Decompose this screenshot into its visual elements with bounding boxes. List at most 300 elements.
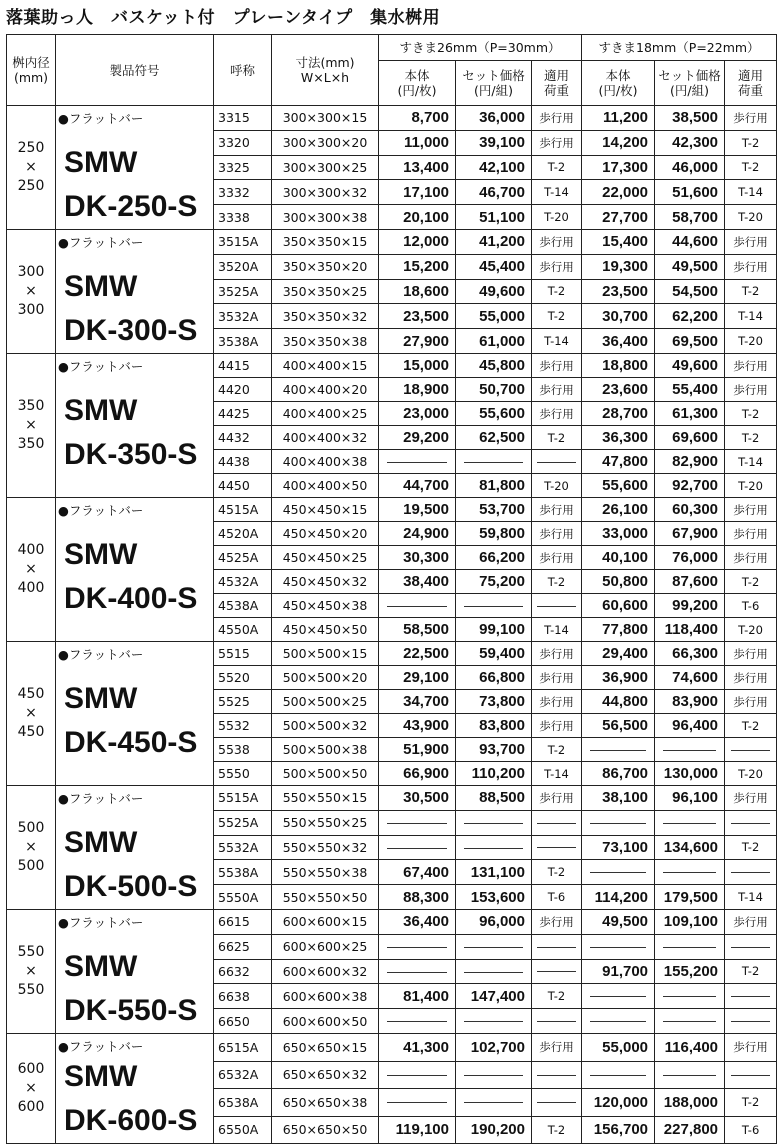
load-26-cell: T-2 <box>532 860 582 885</box>
set-price-18-cell: 66,300 <box>655 642 725 666</box>
load-18-cell: T-20 <box>725 762 777 786</box>
set-price-18-cell: 54,500 <box>655 279 725 304</box>
set-price-18-cell: 83,900 <box>655 690 725 714</box>
dimension-cell: 550×550×38 <box>272 860 379 885</box>
body-price-26-cell: 23,500 <box>379 304 456 329</box>
inner-diameter-size-a: 350 <box>17 398 45 414</box>
set-price-26-cell: 83,800 <box>456 714 532 738</box>
table-row <box>7 910 777 935</box>
call-name-cell: 3520A <box>214 254 272 279</box>
body-price-18-cell <box>582 984 655 1009</box>
body-price-26-cell: 11,000 <box>379 130 456 155</box>
call-name-cell: 3532A <box>214 304 272 329</box>
body-price-26-cell: 29,200 <box>379 426 456 450</box>
body-price-26-cell <box>379 810 456 835</box>
set-price-26-cell: 41,200 <box>456 230 532 255</box>
body-price-26-cell <box>379 1009 456 1034</box>
body-price-18-cell: 120,000 <box>582 1089 655 1117</box>
set-price-26-cell: 110,200 <box>456 762 532 786</box>
call-name-cell: 5515A <box>214 786 272 811</box>
dash-mark <box>464 1075 523 1076</box>
body-price-26-cell <box>379 1089 456 1117</box>
load-18-cell: T-14 <box>725 304 777 329</box>
call-name-cell: 5515 <box>214 642 272 666</box>
dimension-cell: 350×350×38 <box>272 329 379 354</box>
dash-mark <box>731 872 771 873</box>
set-price-26-cell: 96,000 <box>456 910 532 935</box>
load-26-cell <box>532 1089 582 1117</box>
header-set-price-26 <box>456 61 532 106</box>
set-price-26-cell: 55,600 <box>456 402 532 426</box>
table-row <box>7 642 777 666</box>
load-18-cell: T-2 <box>725 1089 777 1117</box>
set-price-26-cell: 59,400 <box>456 642 532 666</box>
load-18-cell: T-6 <box>725 594 777 618</box>
call-name-cell: 4432 <box>214 426 272 450</box>
header-set-price-18-text: セット価格 (円/組) <box>658 68 721 98</box>
dimension-cell: 300×300×32 <box>272 180 379 205</box>
set-price-26-cell: 49,600 <box>456 279 532 304</box>
header-inner-diameter <box>7 35 56 106</box>
dimension-cell: 300×300×38 <box>272 205 379 230</box>
load-26-cell: T-14 <box>532 618 582 642</box>
dimension-cell: 600×600×50 <box>272 1009 379 1034</box>
call-name-cell: 3338 <box>214 205 272 230</box>
call-name-cell: 3515A <box>214 230 272 255</box>
load-26-cell <box>532 594 582 618</box>
load-18-cell <box>725 810 777 835</box>
load-18-cell <box>725 984 777 1009</box>
inner-diameter-size-b: 300 <box>17 302 45 318</box>
dimension-cell: 400×400×20 <box>272 378 379 402</box>
call-name-cell: 6550A <box>214 1116 272 1144</box>
body-price-26-cell: 12,000 <box>379 230 456 255</box>
dimension-cell: 600×600×25 <box>272 934 379 959</box>
body-price-18-cell: 38,100 <box>582 786 655 811</box>
dimension-cell: 650×650×38 <box>272 1089 379 1117</box>
flat-bar-label: ●フラットバー <box>58 235 144 250</box>
inner-diameter-size-b: 450 <box>17 724 45 740</box>
body-price-26-cell: 19,500 <box>379 498 456 522</box>
load-18-cell: 歩行用 <box>725 254 777 279</box>
set-price-18-cell <box>655 860 725 885</box>
inner-diameter-size-b: 600 <box>17 1099 45 1115</box>
load-26-cell: T-2 <box>532 570 582 594</box>
set-price-26-cell: 102,700 <box>456 1034 532 1062</box>
dimension-cell: 450×450×38 <box>272 594 379 618</box>
product-code-cell <box>56 354 214 498</box>
set-price-26-cell: 50,700 <box>456 378 532 402</box>
body-price-18-cell: 14,200 <box>582 130 655 155</box>
dash-mark <box>731 996 771 997</box>
body-price-26-cell: 29,100 <box>379 666 456 690</box>
call-name-cell: 3315 <box>214 106 272 131</box>
load-18-cell: 歩行用 <box>725 910 777 935</box>
dash-mark <box>464 848 523 849</box>
body-price-18-cell: 86,700 <box>582 762 655 786</box>
call-name-cell: 3538A <box>214 329 272 354</box>
load-18-cell: 歩行用 <box>725 378 777 402</box>
set-price-18-cell: 87,600 <box>655 570 725 594</box>
dimension-cell: 300×300×25 <box>272 155 379 180</box>
load-26-cell: T-14 <box>532 180 582 205</box>
inner-diameter-x: × <box>25 159 37 175</box>
product-code-cell <box>56 642 214 786</box>
product-code-cell <box>56 230 214 354</box>
set-price-18-cell: 96,100 <box>655 786 725 811</box>
dimension-cell: 400×400×15 <box>272 354 379 378</box>
dash-mark <box>387 823 446 824</box>
load-18-cell: T-2 <box>725 402 777 426</box>
body-price-26-cell: 36,400 <box>379 910 456 935</box>
table-row <box>7 230 777 255</box>
set-price-18-cell <box>655 1009 725 1034</box>
load-18-cell: T-14 <box>725 180 777 205</box>
inner-diameter-cell <box>7 230 56 354</box>
set-price-18-cell: 61,300 <box>655 402 725 426</box>
dimension-cell: 400×400×25 <box>272 402 379 426</box>
inner-diameter-size-b: 550 <box>17 982 45 998</box>
dash-mark <box>731 823 771 824</box>
flat-bar-label: ●フラットバー <box>58 359 144 374</box>
load-26-cell: 歩行用 <box>532 666 582 690</box>
set-price-18-cell: 69,500 <box>655 329 725 354</box>
load-18-cell: 歩行用 <box>725 786 777 811</box>
header-product-code: 製品符号 <box>56 35 214 106</box>
dimension-cell: 650×650×15 <box>272 1034 379 1062</box>
body-price-18-cell: 55,600 <box>582 474 655 498</box>
dash-mark <box>663 947 717 948</box>
model-line-1: SMW <box>64 950 138 983</box>
load-18-cell: T-2 <box>725 570 777 594</box>
dimension-cell: 350×350×25 <box>272 279 379 304</box>
load-18-cell: T-2 <box>725 426 777 450</box>
dash-mark <box>590 996 646 997</box>
set-price-26-cell: 66,200 <box>456 546 532 570</box>
body-price-26-cell: 34,700 <box>379 690 456 714</box>
body-price-18-cell <box>582 934 655 959</box>
set-price-26-cell <box>456 959 532 984</box>
body-price-18-cell: 17,300 <box>582 155 655 180</box>
flat-bar-label: ●フラットバー <box>58 915 144 930</box>
header-gap-18: すきま18mm（P=22mm） <box>582 35 777 61</box>
dimension-cell: 450×450×20 <box>272 522 379 546</box>
set-price-18-cell: 109,100 <box>655 910 725 935</box>
call-name-cell: 5550 <box>214 762 272 786</box>
body-price-18-cell: 50,800 <box>582 570 655 594</box>
call-name-cell: 6515A <box>214 1034 272 1062</box>
call-name-cell: 6650 <box>214 1009 272 1034</box>
inner-diameter-size-a: 600 <box>17 1061 45 1077</box>
flat-bar-label: ●フラットバー <box>58 647 144 662</box>
product-code-cell <box>56 106 214 230</box>
call-name-cell: 5520 <box>214 666 272 690</box>
model-line-1: SMW <box>64 682 138 715</box>
call-name-cell: 4550A <box>214 618 272 642</box>
inner-diameter-size-a: 450 <box>17 686 45 702</box>
body-price-18-cell: 114,200 <box>582 885 655 910</box>
load-18-cell: T-14 <box>725 450 777 474</box>
body-price-18-cell: 73,100 <box>582 835 655 860</box>
body-price-18-cell <box>582 1009 655 1034</box>
flat-bar-label: ●フラットバー <box>58 503 144 518</box>
set-price-18-cell: 155,200 <box>655 959 725 984</box>
model-line-1: SMW <box>64 270 138 303</box>
dash-mark <box>464 462 523 463</box>
body-price-18-cell: 36,400 <box>582 329 655 354</box>
body-price-26-cell <box>379 594 456 618</box>
set-price-18-cell: 188,000 <box>655 1089 725 1117</box>
set-price-18-cell: 179,500 <box>655 885 725 910</box>
call-name-cell: 5525A <box>214 810 272 835</box>
load-26-cell: T-2 <box>532 304 582 329</box>
body-price-18-cell: 60,600 <box>582 594 655 618</box>
dimension-cell: 500×500×25 <box>272 690 379 714</box>
dash-mark <box>537 1075 575 1076</box>
load-26-cell: T-14 <box>532 762 582 786</box>
body-price-26-cell: 81,400 <box>379 984 456 1009</box>
model-line-1: SMW <box>64 538 138 571</box>
set-price-18-cell <box>655 738 725 762</box>
call-name-cell: 5532A <box>214 835 272 860</box>
body-price-26-cell: 41,300 <box>379 1034 456 1062</box>
inner-diameter-cell <box>7 910 56 1034</box>
load-26-cell: 歩行用 <box>532 230 582 255</box>
set-price-26-cell: 88,500 <box>456 786 532 811</box>
header-body-price-18-text: 本体 (円/枚) <box>598 68 638 98</box>
call-name-cell: 6625 <box>214 934 272 959</box>
dimension-cell: 450×450×15 <box>272 498 379 522</box>
body-price-18-cell: 47,800 <box>582 450 655 474</box>
set-price-18-cell: 49,500 <box>655 254 725 279</box>
body-price-26-cell: 17,100 <box>379 180 456 205</box>
load-26-cell: 歩行用 <box>532 498 582 522</box>
dimension-cell: 550×550×25 <box>272 810 379 835</box>
table-row <box>7 354 777 378</box>
set-price-18-cell: 118,400 <box>655 618 725 642</box>
header-load-26-text: 適用 荷重 <box>544 68 570 98</box>
load-18-cell: 歩行用 <box>725 690 777 714</box>
call-name-cell: 4415 <box>214 354 272 378</box>
set-price-18-cell: 99,200 <box>655 594 725 618</box>
model-line-2: DK-600-S <box>64 1104 198 1137</box>
dash-mark <box>387 848 446 849</box>
dimension-cell: 550×550×32 <box>272 835 379 860</box>
call-name-cell: 3325 <box>214 155 272 180</box>
dimension-cell: 450×450×25 <box>272 546 379 570</box>
body-price-26-cell: 22,500 <box>379 642 456 666</box>
body-price-26-cell: 20,100 <box>379 205 456 230</box>
load-18-cell: 歩行用 <box>725 642 777 666</box>
dash-mark <box>537 1102 575 1103</box>
inner-diameter-size-a: 550 <box>17 944 45 960</box>
dimension-cell: 350×350×20 <box>272 254 379 279</box>
dash-mark <box>387 1021 446 1022</box>
body-price-26-cell: 15,000 <box>379 354 456 378</box>
set-price-26-cell: 51,100 <box>456 205 532 230</box>
call-name-cell: 4538A <box>214 594 272 618</box>
dimension-cell: 550×550×15 <box>272 786 379 811</box>
body-price-18-cell: 56,500 <box>582 714 655 738</box>
set-price-26-cell <box>456 934 532 959</box>
load-26-cell: T-2 <box>532 1116 582 1144</box>
dimension-cell: 400×400×38 <box>272 450 379 474</box>
dimension-cell: 500×500×32 <box>272 714 379 738</box>
model-line-2: DK-400-S <box>64 582 198 615</box>
set-price-26-cell: 153,600 <box>456 885 532 910</box>
model-line-2: DK-550-S <box>64 994 198 1027</box>
body-price-18-cell: 18,800 <box>582 354 655 378</box>
load-26-cell: 歩行用 <box>532 786 582 811</box>
set-price-18-cell: 92,700 <box>655 474 725 498</box>
load-18-cell <box>725 1009 777 1034</box>
call-name-cell: 4515A <box>214 498 272 522</box>
load-26-cell: 歩行用 <box>532 690 582 714</box>
set-price-26-cell: 36,000 <box>456 106 532 131</box>
table-row <box>7 106 777 131</box>
call-name-cell: 5525 <box>214 690 272 714</box>
dash-mark <box>663 750 717 751</box>
header-load-18-text: 適用 荷重 <box>738 68 764 98</box>
page-title: 落葉助っ人 バスケット付 プレーンタイプ 集水桝用 <box>6 8 441 28</box>
body-price-26-cell <box>379 934 456 959</box>
dash-mark <box>537 823 575 824</box>
set-price-18-cell: 58,700 <box>655 205 725 230</box>
call-name-cell: 4420 <box>214 378 272 402</box>
dash-mark <box>537 847 575 848</box>
header-load-18 <box>725 61 777 106</box>
load-26-cell <box>532 934 582 959</box>
dash-mark <box>663 996 717 997</box>
dash-mark <box>663 1021 717 1022</box>
table-body <box>7 106 777 1144</box>
dash-mark <box>537 1021 575 1022</box>
dimension-cell: 300×300×15 <box>272 106 379 131</box>
load-18-cell: 歩行用 <box>725 106 777 131</box>
set-price-26-cell: 73,800 <box>456 690 532 714</box>
load-26-cell: 歩行用 <box>532 642 582 666</box>
set-price-26-cell: 99,100 <box>456 618 532 642</box>
dash-mark <box>590 823 646 824</box>
inner-diameter-size-a: 500 <box>17 820 45 836</box>
load-26-cell: T-20 <box>532 205 582 230</box>
dash-mark <box>663 872 717 873</box>
model-line-1: SMW <box>64 826 138 859</box>
call-name-cell: 4525A <box>214 546 272 570</box>
set-price-26-cell: 66,800 <box>456 666 532 690</box>
load-26-cell: T-2 <box>532 984 582 1009</box>
inner-diameter-x: × <box>25 705 37 721</box>
model-line-1: SMW <box>64 146 138 179</box>
load-26-cell: 歩行用 <box>532 522 582 546</box>
dash-mark <box>537 606 575 607</box>
set-price-26-cell: 93,700 <box>456 738 532 762</box>
load-18-cell: T-20 <box>725 205 777 230</box>
body-price-26-cell: 8,700 <box>379 106 456 131</box>
body-price-26-cell: 58,500 <box>379 618 456 642</box>
body-price-18-cell: 40,100 <box>582 546 655 570</box>
call-name-cell: 4425 <box>214 402 272 426</box>
body-price-26-cell <box>379 959 456 984</box>
set-price-18-cell: 60,300 <box>655 498 725 522</box>
table-row <box>7 1034 777 1062</box>
body-price-18-cell <box>582 810 655 835</box>
load-26-cell: T-6 <box>532 885 582 910</box>
load-18-cell: 歩行用 <box>725 354 777 378</box>
set-price-18-cell: 51,600 <box>655 180 725 205</box>
inner-diameter-x: × <box>25 1080 37 1096</box>
body-price-26-cell: 30,300 <box>379 546 456 570</box>
dash-mark <box>731 1075 771 1076</box>
dimension-cell: 450×450×50 <box>272 618 379 642</box>
header-dimension <box>272 35 379 106</box>
inner-diameter-cell <box>7 498 56 642</box>
dimension-cell: 500×500×20 <box>272 666 379 690</box>
body-price-26-cell <box>379 835 456 860</box>
call-name-cell: 6615 <box>214 910 272 935</box>
header-gap-26: すきま26mm（P=30mm） <box>379 35 582 61</box>
set-price-18-cell: 82,900 <box>655 450 725 474</box>
load-18-cell: T-2 <box>725 130 777 155</box>
load-18-cell: T-2 <box>725 959 777 984</box>
dash-mark <box>590 872 646 873</box>
inner-diameter-cell <box>7 354 56 498</box>
set-price-18-cell: 116,400 <box>655 1034 725 1062</box>
load-18-cell: 歩行用 <box>725 522 777 546</box>
model-line-2: DK-350-S <box>64 438 198 471</box>
dash-mark <box>387 462 446 463</box>
call-name-cell: 4438 <box>214 450 272 474</box>
dash-mark <box>387 947 446 948</box>
dash-mark <box>663 823 717 824</box>
inner-diameter-size-b: 250 <box>17 178 45 194</box>
header-body-price-26-text: 本体 (円/枚) <box>397 68 437 98</box>
load-18-cell <box>725 738 777 762</box>
table-row <box>7 786 777 811</box>
set-price-18-cell: 49,600 <box>655 354 725 378</box>
body-price-18-cell <box>582 1061 655 1089</box>
set-price-26-cell: 61,000 <box>456 329 532 354</box>
call-name-cell: 5550A <box>214 885 272 910</box>
set-price-18-cell: 69,600 <box>655 426 725 450</box>
body-price-18-cell: 77,800 <box>582 618 655 642</box>
body-price-18-cell <box>582 860 655 885</box>
load-18-cell: 歩行用 <box>725 1034 777 1062</box>
call-name-cell: 6538A <box>214 1089 272 1117</box>
set-price-18-cell: 46,000 <box>655 155 725 180</box>
body-price-26-cell: 15,200 <box>379 254 456 279</box>
call-name-cell: 3320 <box>214 130 272 155</box>
set-price-26-cell <box>456 450 532 474</box>
model-line-2: DK-250-S <box>64 190 198 223</box>
flat-bar-label: ●フラットバー <box>58 111 144 126</box>
set-price-26-cell: 45,400 <box>456 254 532 279</box>
load-26-cell: T-20 <box>532 474 582 498</box>
load-18-cell: T-2 <box>725 155 777 180</box>
dash-mark <box>464 823 523 824</box>
body-price-26-cell: 119,100 <box>379 1116 456 1144</box>
dash-mark <box>537 462 575 463</box>
inner-diameter-x: × <box>25 283 37 299</box>
set-price-18-cell: 42,300 <box>655 130 725 155</box>
load-18-cell <box>725 860 777 885</box>
set-price-26-cell: 55,000 <box>456 304 532 329</box>
dimension-cell: 400×400×32 <box>272 426 379 450</box>
header-body-price-18 <box>582 61 655 106</box>
load-26-cell: 歩行用 <box>532 402 582 426</box>
set-price-18-cell <box>655 1061 725 1089</box>
header-set-price-18 <box>655 61 725 106</box>
